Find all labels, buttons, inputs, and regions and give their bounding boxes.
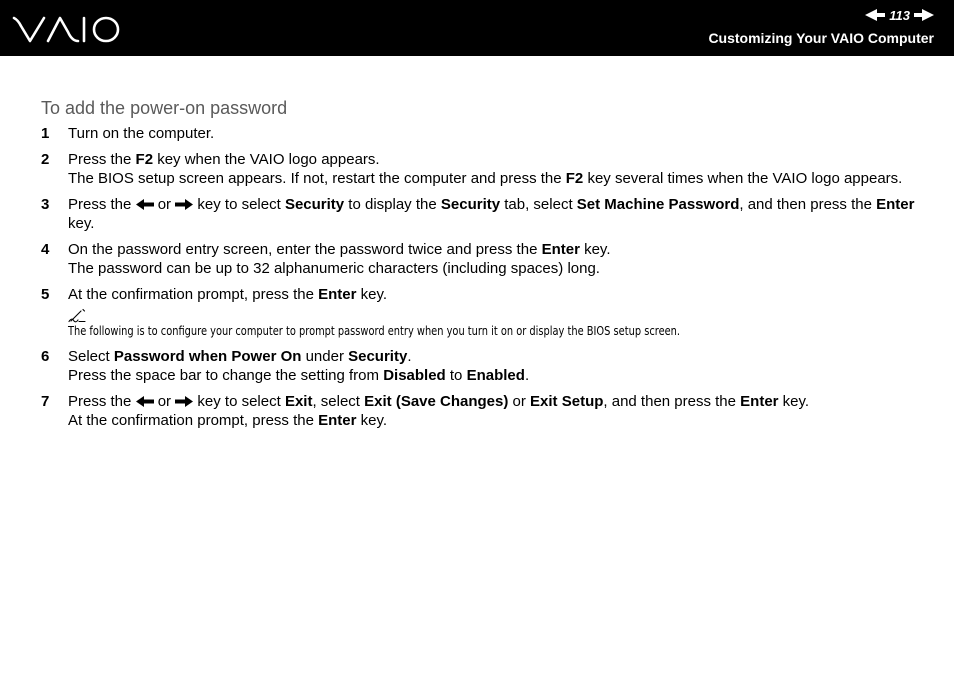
step-text: or [508,393,531,410]
section-title: Customizing Your VAIO Computer [708,30,934,46]
step-number: 1 [41,125,50,142]
steps-list [41,124,921,304]
step-text: , and then press the [739,196,877,213]
step-number: 3 [41,196,50,213]
previous-page-arrow-icon[interactable] [865,9,885,21]
page-header [0,0,954,56]
step-7 [41,392,921,430]
step-detail: . [524,367,530,384]
step-text: Select [68,348,114,365]
note-text: The following is to configure your computer to prompt password entry when you turn it on or display the BIOS setup screen. [68,324,681,338]
step-text: Press the [68,151,136,168]
key-name: Enter [318,412,357,429]
note [68,308,921,338]
step-text: key. [68,215,95,232]
key-name: F2 [135,151,154,168]
key-name: Enter [740,393,779,410]
steps-list-continued [41,347,921,430]
right-arrow-key-icon [175,199,193,210]
step-text: tab, select [500,196,577,213]
step-detail: to [445,367,467,384]
step-number: 6 [41,348,50,365]
step-detail: Press the space bar to change the setting from [68,367,384,384]
step-text: , select [312,393,365,410]
step-text: , and then press the [603,393,741,410]
setting-name: Password when Power On [113,348,302,365]
left-arrow-key-icon [136,199,154,210]
step-detail: At the confirmation prompt, press the [68,412,319,429]
step-detail: The BIOS setup screen appears. If not, restart the computer and press the [68,170,566,187]
menu-name: Exit [284,393,313,410]
key-name: Enter [541,241,580,258]
step-2 [41,150,921,188]
procedure-title: To add the power-on password [41,98,288,118]
step-3 [41,195,921,233]
step-detail: The password can be up to 32 alphanumeric characters (including spaces) long. [68,260,600,277]
menu-name: Security [440,196,501,213]
step-detail: key several times when the VAIO logo appears. [583,170,903,187]
step-4 [41,240,921,278]
menu-name: Security [284,196,345,213]
step-text: to display the [344,196,441,213]
step-5 [41,285,921,304]
key-name: Enter [876,196,915,213]
step-number: 2 [41,151,50,168]
step-text: key to select [193,393,285,410]
page-navigation [865,7,934,23]
step-1 [41,124,921,143]
menu-name: Exit (Save Changes) [364,393,509,410]
left-arrow-key-icon [136,396,154,407]
menu-name: Exit Setup [530,393,604,410]
step-number: 4 [41,241,50,258]
step-text: Press the [68,393,136,410]
step-text: or [153,196,176,213]
right-arrow-key-icon [175,396,193,407]
menu-name: Security [348,348,408,365]
step-text: At the confirmation prompt, press the [68,286,319,303]
menu-name: Set Machine Password [576,196,740,213]
key-name: Enter [318,286,357,303]
step-text: Turn on the computer. [68,125,215,142]
setting-value: Disabled [383,367,446,384]
step-text: . [407,348,412,365]
step-detail: key. [356,412,388,429]
setting-value: Enabled [466,367,525,384]
note-pencil-icon [68,308,86,323]
step-text: or [153,393,176,410]
step-text: Press the [68,196,136,213]
step-6 [41,347,921,385]
step-text: under [301,348,349,365]
page-number: 113 [889,7,910,23]
step-number: 7 [41,393,50,410]
vaio-logo [12,14,122,44]
step-text: key. [579,241,611,258]
next-page-arrow-icon[interactable] [914,9,934,21]
step-text: On the password entry screen, enter the password twice and press the [68,241,542,258]
step-number: 5 [41,286,50,303]
step-text: key. [778,393,810,410]
key-name: F2 [565,170,584,187]
step-text: key. [356,286,388,303]
main-content [41,96,921,437]
step-text: key when the VAIO logo appears. [153,151,380,168]
step-text: key to select [193,196,285,213]
